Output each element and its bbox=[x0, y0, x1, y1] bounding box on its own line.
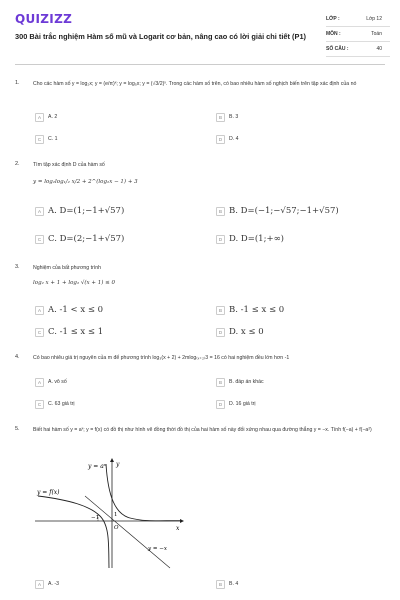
question-number: 1. bbox=[15, 80, 20, 86]
option-text: B. 4 bbox=[229, 581, 239, 587]
question-number: 4. bbox=[15, 354, 20, 360]
label-line: y = −x bbox=[148, 546, 167, 552]
option-letter: D bbox=[216, 135, 225, 144]
question-text: Nghiệm của bất phương trình bbox=[33, 265, 102, 271]
question-text: Cho các hàm số y = log₂x; y = (e/π)ˣ; y = log₅x; y = (√3/2)ˣ. Trong các hàm số trên, có bao nhiêu hàm số nghịch biến trên tập xác định của nó bbox=[33, 81, 357, 87]
option-letter: B bbox=[216, 580, 225, 589]
option-text: A. 2 bbox=[48, 114, 58, 120]
meta-value: Lớp 12 bbox=[366, 16, 382, 22]
option-text: C. D=(2;−1+√57) bbox=[48, 234, 125, 244]
quizizz-logo: QUIZIZZ bbox=[15, 12, 73, 26]
label-one: 1 bbox=[114, 512, 118, 518]
option-text: A. -1 < x ≤ 0 bbox=[48, 305, 104, 315]
question-text: Tìm tập xác định D của hàm số bbox=[33, 162, 105, 168]
option-text: B. -1 ≤ x ≤ 0 bbox=[229, 305, 285, 315]
option-letter: C bbox=[35, 135, 44, 144]
option-letter: C bbox=[35, 235, 44, 244]
option-b[interactable] bbox=[216, 578, 238, 590]
option-b[interactable] bbox=[216, 304, 284, 316]
label-neg1: −1 bbox=[91, 515, 100, 521]
option-b[interactable] bbox=[216, 111, 238, 123]
meta-row-count bbox=[326, 42, 390, 57]
function-graph bbox=[30, 456, 190, 571]
option-text: C. -1 ≤ x ≤ 1 bbox=[48, 327, 104, 337]
document-title: 300 Bài trắc nghiệm Hàm số mũ và Logarit cơ bản, nâng cao có lời giải chi tiết (P1) bbox=[15, 32, 307, 41]
option-d[interactable] bbox=[216, 326, 264, 338]
option-letter: C bbox=[35, 400, 44, 409]
question-number: 3. bbox=[15, 264, 20, 270]
question-text: Biết hai hàm số y = aˣ; y = f(x) có đồ thị như hình vẽ đồng thời đồ thị của hai hàm số này đối xứng nhau qua đường thẳng y = −x. Tính f(−a) + f(−a²) bbox=[33, 427, 372, 433]
option-a[interactable] bbox=[35, 578, 59, 590]
question-formula: y = log₂log₁/₂ x/2 + 2^(log₂x − 1) + 3 bbox=[33, 179, 138, 185]
option-letter: C bbox=[35, 328, 44, 337]
option-a[interactable] bbox=[35, 111, 57, 123]
option-text: A. D=(1;−1+√57) bbox=[48, 206, 125, 216]
meta-row-subject bbox=[326, 27, 390, 42]
option-letter: A bbox=[35, 306, 44, 315]
curve-f-x bbox=[38, 496, 109, 568]
meta-value: 40 bbox=[376, 46, 382, 52]
option-letter: A bbox=[35, 113, 44, 122]
option-text: D. 16 giá trị bbox=[229, 401, 256, 407]
question-4 bbox=[15, 354, 385, 414]
option-letter: A bbox=[35, 378, 44, 387]
meta-row-grade bbox=[326, 12, 390, 27]
meta-key: LỚP : bbox=[326, 16, 340, 22]
option-letter: B bbox=[216, 378, 225, 387]
header-divider bbox=[15, 64, 385, 65]
option-b[interactable] bbox=[216, 376, 264, 388]
option-text: A. vô số bbox=[48, 379, 67, 385]
option-text: B. 3 bbox=[229, 114, 239, 120]
option-d[interactable] bbox=[216, 233, 284, 245]
option-text: D. 4 bbox=[229, 136, 239, 142]
label-ax: y = aˣ bbox=[88, 463, 106, 470]
option-b[interactable] bbox=[216, 205, 339, 217]
option-a[interactable] bbox=[35, 304, 103, 316]
label-origin: O bbox=[114, 525, 119, 531]
question-formula: log₂ x + 1 + log₂ √(x + 1) ≤ 0 bbox=[33, 280, 116, 286]
option-letter: A bbox=[35, 580, 44, 589]
label-x: x bbox=[176, 525, 180, 532]
question-number: 5. bbox=[15, 426, 20, 432]
option-text: C. 63 giá trị bbox=[48, 401, 75, 407]
question-1 bbox=[15, 80, 385, 150]
option-a[interactable] bbox=[35, 205, 124, 217]
option-text: C. 1 bbox=[48, 136, 58, 142]
question-number: 2. bbox=[15, 161, 20, 167]
option-text: D. D=(1;+∞) bbox=[229, 234, 284, 244]
meta-key: SỐ CÂU : bbox=[326, 46, 349, 52]
option-letter: D bbox=[216, 328, 225, 337]
option-text: D. x ≤ 0 bbox=[229, 327, 264, 337]
option-text: B. đáp án khác bbox=[229, 379, 264, 385]
option-text: A. -3 bbox=[48, 581, 59, 587]
option-letter: D bbox=[216, 235, 225, 244]
option-c[interactable] bbox=[35, 233, 124, 245]
option-c[interactable] bbox=[35, 133, 58, 145]
x-axis-arrow bbox=[180, 519, 184, 523]
label-y: y bbox=[116, 461, 120, 468]
meta-value: Toán bbox=[371, 31, 382, 37]
option-d[interactable] bbox=[216, 133, 239, 145]
option-letter: B bbox=[216, 113, 225, 122]
question-2 bbox=[15, 161, 385, 251]
line-y-neg-x bbox=[85, 496, 170, 568]
meta-table bbox=[326, 12, 390, 57]
option-letter: A bbox=[35, 207, 44, 216]
y-axis-arrow bbox=[110, 458, 114, 462]
option-letter: D bbox=[216, 400, 225, 409]
question-3 bbox=[15, 264, 385, 344]
meta-key: MÔN : bbox=[326, 31, 341, 37]
option-text: B. D=(−1;−√57;−1+√57) bbox=[229, 206, 339, 216]
option-c[interactable] bbox=[35, 326, 103, 338]
option-d[interactable] bbox=[216, 398, 256, 410]
option-a[interactable] bbox=[35, 376, 67, 388]
option-c[interactable] bbox=[35, 398, 75, 410]
option-letter: B bbox=[216, 306, 225, 315]
question-text: Có bao nhiêu giá trị nguyên của m để phương trình log₃(x + 2) + 2mlog₍ₓ₊₂₎3 = 16 có hai nghiệm đều lớn hơn -1 bbox=[33, 355, 290, 361]
label-fx: y = f(x) bbox=[37, 489, 60, 496]
document-header bbox=[0, 0, 400, 66]
option-letter: B bbox=[216, 207, 225, 216]
